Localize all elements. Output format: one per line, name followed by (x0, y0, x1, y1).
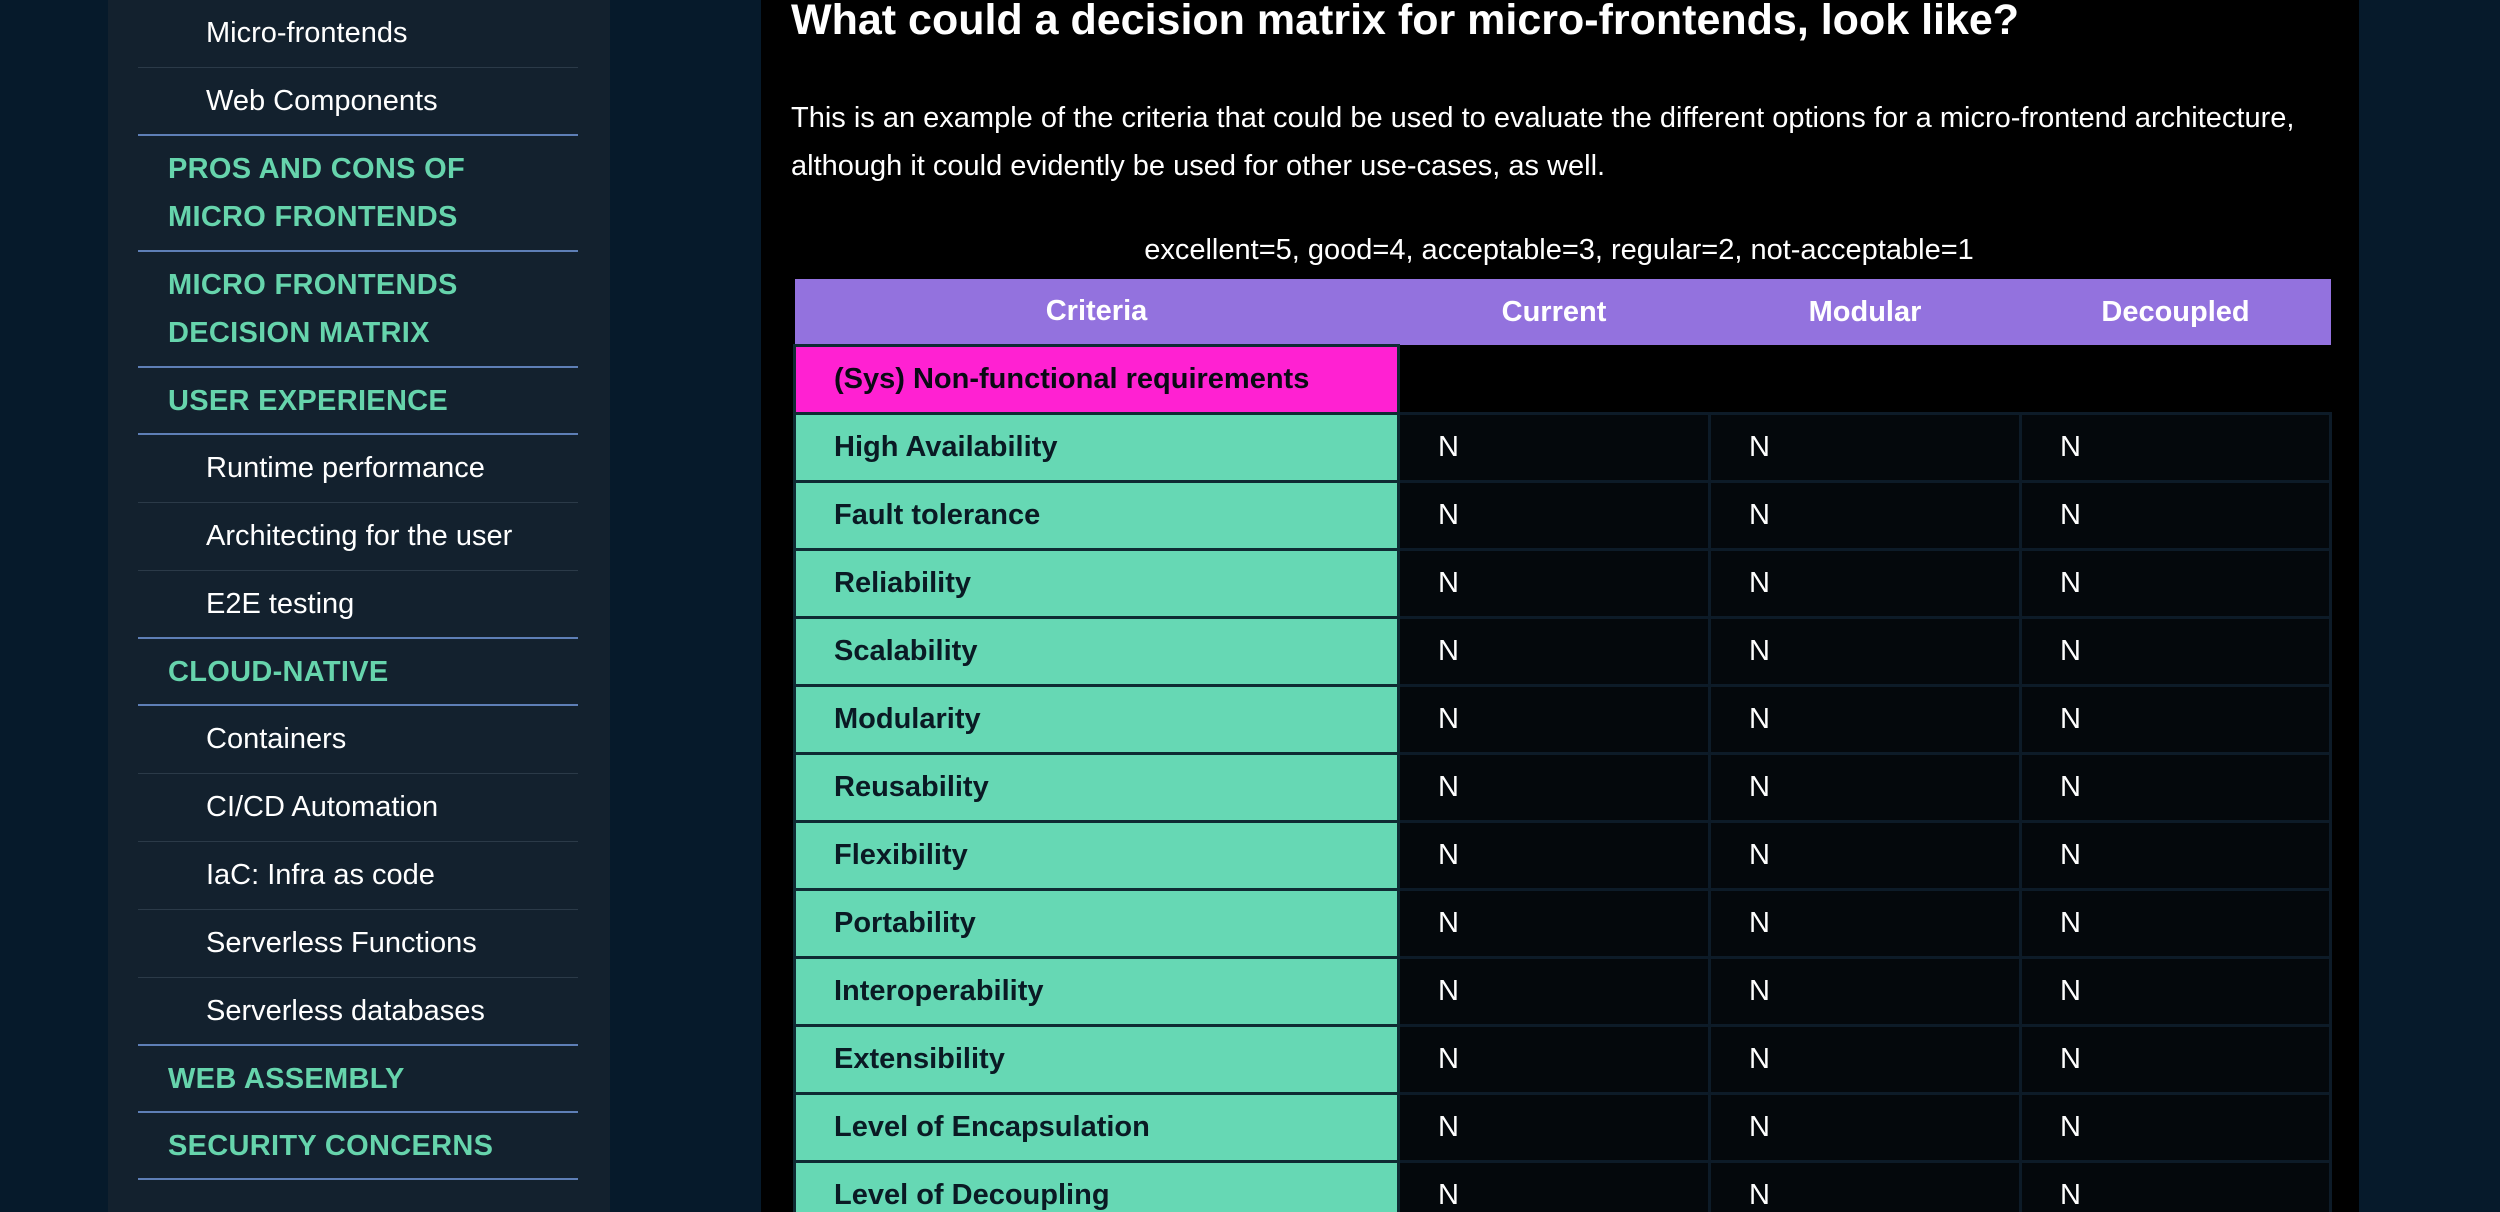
sidebar-item-serverless-functions[interactable] (138, 910, 578, 978)
table-row (795, 481, 2331, 549)
sidebar-item-web-components[interactable] (138, 68, 578, 136)
main-content (761, 0, 2359, 1212)
score-cell-current: N (1399, 549, 1710, 617)
sidebar-item-label: Serverless Functions (206, 927, 477, 959)
score-cell-current: N (1399, 889, 1710, 957)
sidebar-nav (138, 0, 578, 1180)
sidebar-item-ci-cd-automation[interactable] (138, 774, 578, 842)
criterion-cell: Modularity (795, 685, 1399, 753)
table-row (795, 753, 2331, 821)
score-cell-modular: N (1710, 549, 2021, 617)
table-row (795, 617, 2331, 685)
score-cell-modular: N (1710, 481, 2021, 549)
criterion-cell: Level of Decoupling (795, 1161, 1399, 1212)
sidebar-item-label: SECURITY CONCERNS (168, 1129, 494, 1162)
score-cell-modular: N (1710, 821, 2021, 889)
score-cell-decoupled: N (2021, 821, 2331, 889)
sidebar-item-micro-frontends-decision-matrix[interactable] (138, 252, 578, 368)
score-cell-current: N (1399, 617, 1710, 685)
score-cell-modular: N (1710, 889, 2021, 957)
section-row (795, 345, 2331, 413)
criterion-cell: High Availability (795, 413, 1399, 481)
sidebar-item-micro-frontends[interactable] (138, 0, 578, 68)
criterion-cell: Fault tolerance (795, 481, 1399, 549)
sidebar-item-runtime-performance[interactable] (138, 435, 578, 503)
score-cell-modular: N (1710, 617, 2021, 685)
criterion-cell: Extensibility (795, 1025, 1399, 1093)
column-header-current: Current (1399, 279, 1710, 345)
criterion-cell: Scalability (795, 617, 1399, 685)
score-cell-decoupled: N (2021, 753, 2331, 821)
table-row (795, 1161, 2331, 1212)
table-row (795, 1025, 2331, 1093)
table-row (795, 957, 2331, 1025)
score-cell-decoupled: N (2021, 1093, 2331, 1161)
section-row-blank (1399, 345, 2331, 413)
sidebar (108, 0, 610, 1212)
sidebar-item-web-assembly[interactable] (138, 1046, 578, 1113)
column-header-modular: Modular (1710, 279, 2021, 345)
sidebar-item-label: Web Components (206, 84, 438, 117)
sidebar-item-label: Micro-frontends (206, 17, 408, 49)
sidebar-item-label: CI/CD Automation (206, 791, 439, 823)
sidebar-item-label: Runtime performance (206, 452, 485, 484)
sidebar-item-label: Containers (206, 723, 347, 755)
score-cell-decoupled: N (2021, 1161, 2331, 1212)
sidebar-item-label: CLOUD-NATIVE (168, 655, 389, 688)
score-cell-modular: N (1710, 1093, 2021, 1161)
sidebar-item-label: Architecting for the user (206, 520, 513, 552)
score-cell-modular: N (1710, 685, 2021, 753)
criterion-cell: Level of Encapsulation (795, 1093, 1399, 1161)
sidebar-item-label: PROS AND CONS OF MICRO FRONTENDS (168, 153, 465, 233)
table-row (795, 413, 2331, 481)
score-cell-current: N (1399, 1161, 1710, 1212)
sidebar-item-e2e-testing[interactable] (138, 571, 578, 639)
column-header-decoupled: Decoupled (2021, 279, 2331, 345)
score-cell-decoupled: N (2021, 1025, 2331, 1093)
score-cell-current: N (1399, 685, 1710, 753)
sidebar-item-security-concerns[interactable] (138, 1113, 578, 1180)
score-cell-current: N (1399, 957, 1710, 1025)
sidebar-item-label: Serverless databases (206, 994, 485, 1027)
sidebar-item-cloud-native[interactable] (138, 639, 578, 706)
sidebar-item-architecting-for-the-user[interactable] (138, 503, 578, 571)
score-cell-modular: N (1710, 753, 2021, 821)
page-heading: What could a decision matrix for micro-frontends, look like? (791, 0, 2020, 44)
criterion-cell: Portability (795, 889, 1399, 957)
score-cell-modular: N (1710, 1025, 2021, 1093)
score-cell-current: N (1399, 1093, 1710, 1161)
column-header-criteria: Criteria (795, 279, 1399, 345)
intro-paragraph: This is an example of the criteria that could be used to evaluate the different options for a micro-frontend architecture, although it could evidently be used for other use-cases, as well. (791, 102, 2295, 182)
score-cell-current: N (1399, 753, 1710, 821)
table-row (795, 1093, 2331, 1161)
sidebar-item-containers[interactable] (138, 706, 578, 774)
score-cell-decoupled: N (2021, 617, 2331, 685)
sidebar-item-label: MICRO FRONTENDS DECISION MATRIX (168, 269, 458, 349)
sidebar-item-label: USER EXPERIENCE (168, 384, 449, 417)
score-cell-decoupled: N (2021, 549, 2331, 617)
table-header-row (795, 279, 2331, 345)
decision-matrix-table (793, 279, 2332, 1212)
rating-legend: excellent=5, good=4, acceptable=3, regular=2, not-acceptable=1 (1144, 234, 1974, 266)
score-cell-decoupled: N (2021, 957, 2331, 1025)
sidebar-item-label: WEB ASSEMBLY (168, 1062, 405, 1095)
sidebar-item-label: E2E testing (206, 587, 355, 620)
sidebar-item-pros-and-cons-of-micro-frontends[interactable] (138, 136, 578, 252)
sidebar-item-user-experience[interactable] (138, 368, 578, 435)
criterion-cell: Reliability (795, 549, 1399, 617)
table-row (795, 685, 2331, 753)
score-cell-current: N (1399, 1025, 1710, 1093)
table-row (795, 889, 2331, 957)
section-label: (Sys) Non-functional requirements (795, 345, 1399, 413)
score-cell-decoupled: N (2021, 889, 2331, 957)
table-row (795, 821, 2331, 889)
score-cell-modular: N (1710, 1161, 2021, 1212)
score-cell-modular: N (1710, 413, 2021, 481)
score-cell-current: N (1399, 821, 1710, 889)
criterion-cell: Flexibility (795, 821, 1399, 889)
sidebar-item-serverless-databases[interactable] (138, 978, 578, 1046)
score-cell-decoupled: N (2021, 413, 2331, 481)
criterion-cell: Interoperability (795, 957, 1399, 1025)
score-cell-decoupled: N (2021, 685, 2331, 753)
score-cell-current: N (1399, 481, 1710, 549)
criterion-cell: Reusability (795, 753, 1399, 821)
score-cell-decoupled: N (2021, 481, 2331, 549)
table-row (795, 549, 2331, 617)
score-cell-modular: N (1710, 957, 2021, 1025)
sidebar-item-iac-infra-as-code[interactable] (138, 842, 578, 910)
sidebar-item-label: IaC: Infra as code (206, 859, 435, 891)
score-cell-current: N (1399, 413, 1710, 481)
